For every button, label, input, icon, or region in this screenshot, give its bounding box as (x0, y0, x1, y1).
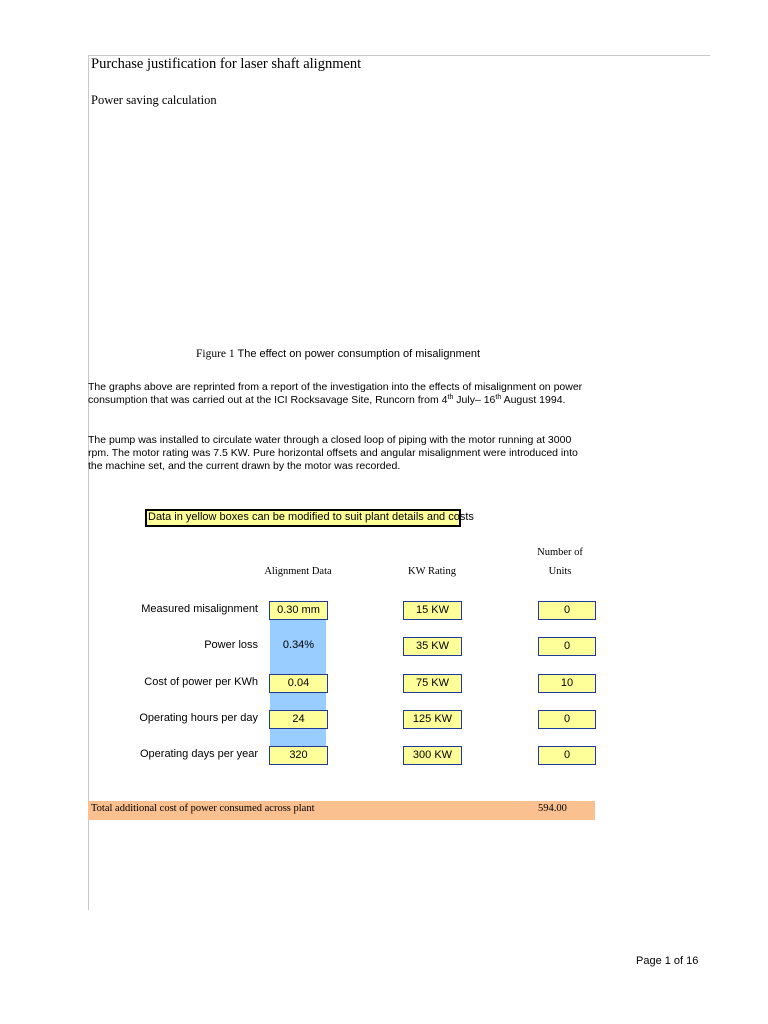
header-units: Units (548, 566, 572, 577)
kw-rating-125-input[interactable]: 125 KW (403, 710, 462, 729)
row-label-cost-of-power: Cost of power per KWh (144, 676, 258, 688)
note-text: Data in yellow boxes can be modified to suit plant details and costs (148, 511, 474, 523)
paragraph-2: The pump was installed to circulate water through a closed loop of piping with the motor running at 3000 rpm. The motor rating was 7.5 KW. Pure horizontal offsets and angular misalignment were introduced into the machine set, and the current drawn by the motor was recorded. (88, 434, 578, 472)
units-35kw-input[interactable]: 0 (538, 637, 596, 656)
cost-of-power-input[interactable]: 0.04 (269, 674, 328, 693)
measured-misalignment-input[interactable]: 0.30 mm (269, 601, 328, 620)
header-number-of: Number of (537, 547, 583, 558)
operating-hours-input[interactable]: 24 (269, 710, 328, 729)
kw-rating-15-input[interactable]: 15 KW (403, 601, 462, 620)
row-label-operating-hours: Operating hours per day (139, 712, 258, 724)
kw-rating-75-input[interactable]: 75 KW (403, 674, 462, 693)
document-subtitle: Power saving calculation (91, 93, 217, 107)
operating-days-input[interactable]: 320 (269, 746, 328, 765)
page-number: Page 1 of 16 (636, 955, 699, 967)
left-rule (88, 55, 89, 910)
power-loss-value: 0.34% (282, 639, 315, 651)
paragraph-1-sup-1: th (447, 394, 454, 401)
paragraph-1 (88, 381, 588, 407)
units-300kw-input[interactable]: 0 (538, 746, 596, 765)
figure-caption (196, 348, 480, 360)
header-alignment-data: Alignment Data (264, 566, 332, 577)
total-cost-label: Total additional cost of power consumed across plant (91, 803, 315, 814)
kw-rating-300-input[interactable]: 300 KW (403, 746, 462, 765)
row-label-power-loss: Power loss (204, 639, 258, 651)
paragraph-1-text-c: August 1994. (501, 394, 566, 406)
total-cost-value: 594.00 (538, 803, 567, 814)
figure-caption-text: The effect on power consumption of misalignment (234, 348, 481, 360)
paragraph-1-sup-2: th (495, 394, 502, 401)
paragraph-1-text-a: The graphs above are reprinted from a report of the investigation into the effects of misalignment on power consumption that was carried out at the ICI Rocksavage Site, Runcorn from 4 (88, 381, 583, 406)
units-75kw-input[interactable]: 10 (538, 674, 596, 693)
row-label-measured-misalignment: Measured misalignment (141, 603, 258, 615)
paragraph-1-text-b: July– 16 (453, 394, 496, 406)
units-15kw-input[interactable]: 0 (538, 601, 596, 620)
units-125kw-input[interactable]: 0 (538, 710, 596, 729)
figure-caption-lead: Figure 1 (196, 348, 235, 360)
kw-rating-35-input[interactable]: 35 KW (403, 637, 462, 656)
header-kw-rating: KW Rating (408, 566, 456, 577)
document-title: Purchase justification for laser shaft alignment (91, 56, 362, 72)
row-label-operating-days: Operating days per year (139, 748, 258, 760)
